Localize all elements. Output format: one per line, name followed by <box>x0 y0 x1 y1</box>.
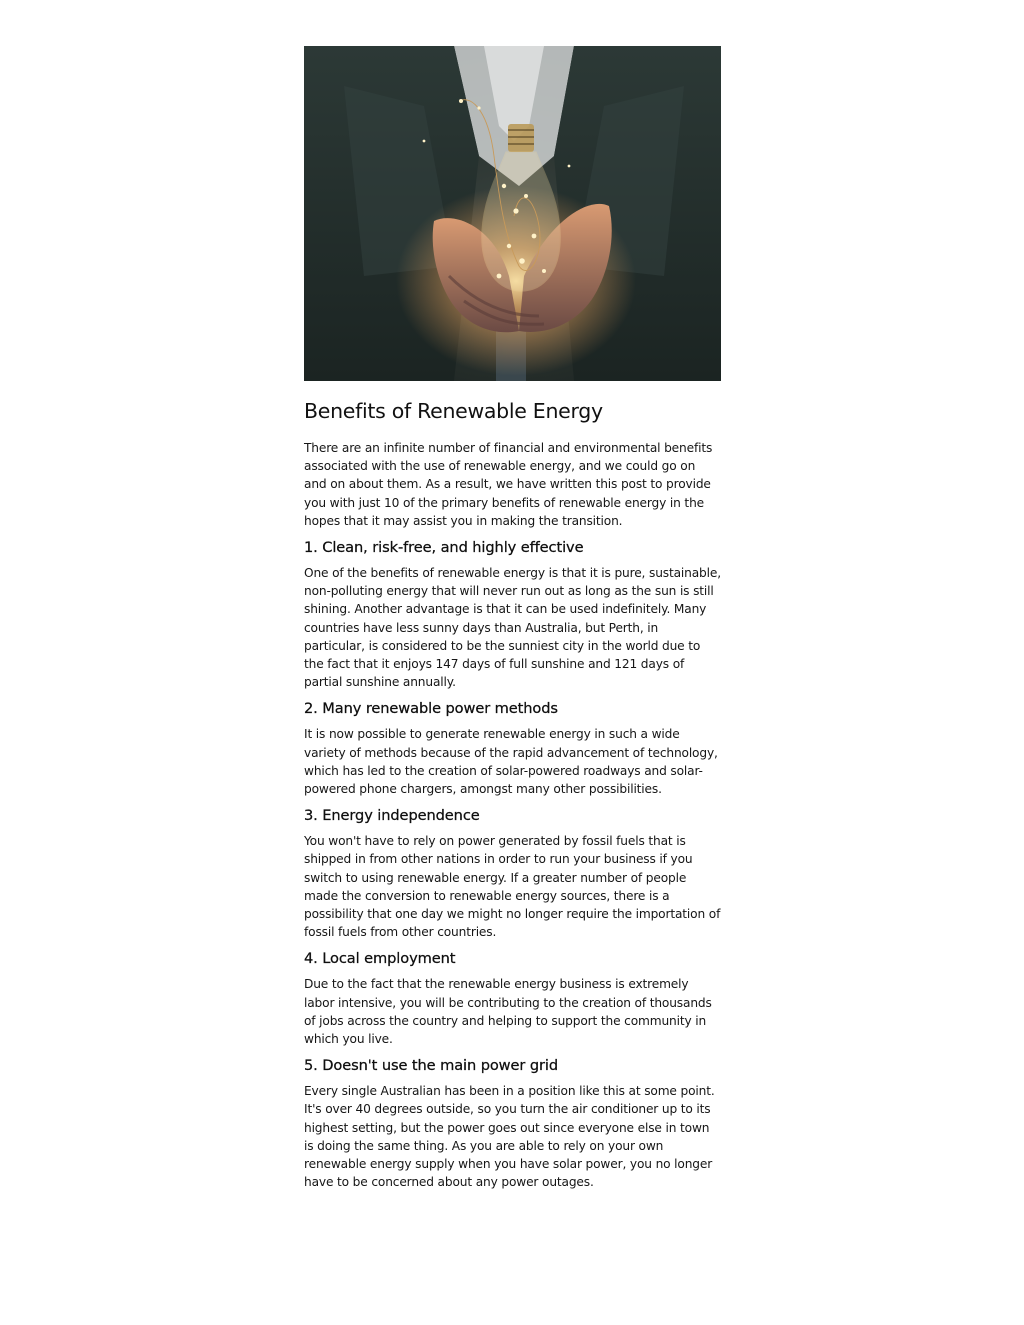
section-body: Every single Australian has been in a position like this at some point. It's over 40 degrees outside, so you turn the air conditioner up to its highest setting, but the power goes out since everyone else in town is doing the same thing. As you are able to rely on your own renewable energy supply when you have solar power, you no longer have to be concerned about any power outages. <box>304 1084 715 1190</box>
section-employment <box>304 949 721 1048</box>
article-title: Benefits of Renewable Energy <box>304 399 603 423</box>
section-heading: 1. Clean, risk-free, and highly effective <box>304 539 584 557</box>
section-independence <box>304 806 721 941</box>
section-body: Due to the fact that the renewable energy business is extremely labor intensive, you will be contributing to the creation of thousands of jobs across the country and helping to support the community in which you live. <box>304 977 712 1047</box>
section-power-grid <box>304 1056 721 1191</box>
hero-image <box>304 46 721 381</box>
section-heading: 3. Energy independence <box>304 807 480 825</box>
article <box>304 46 721 1192</box>
section-clean <box>304 538 721 691</box>
section-heading: 4. Local employment <box>304 950 456 968</box>
section-methods <box>304 699 721 798</box>
section-heading: 5. Doesn't use the main power grid <box>304 1057 559 1075</box>
section-body: You won't have to rely on power generated by fossil fuels that is shipped in from other nations in order to run your business if you switch to using renewable energy. If a greater number of people made the conversion to renewable energy sources, there is a possibility that one day we might no longer require the importation of fossil fuels from other countries. <box>304 834 721 940</box>
intro-paragraph: There are an infinite number of financial and environmental benefits associated with the use of renewable energy, and we could go on and on about them. As a result, we have written this post to provide you with just 10 of the primary benefits of renewable energy in the hopes that it may assist you in making the transition. <box>304 441 713 528</box>
section-body: One of the benefits of renewable energy is that it is pure, sustainable, non-polluting energy that will never run out as long as the sun is still shining. Another advantage is that it can be used indefinitely. Many countries have less sunny days than Australia, but Perth, in particular, is considered to be the sunniest city in the world due to the fact that it enjoys 147 days of full sunshine and 121 days of partial sunshine annually. <box>304 566 721 690</box>
section-body: It is now possible to generate renewable energy in such a wide variety of methods because of the rapid advancement of technology, which has led to the creation of solar-powered roadways and solar-powered phone chargers, amongst many other possibilities. <box>304 727 718 797</box>
section-heading: 2. Many renewable power methods <box>304 700 558 718</box>
